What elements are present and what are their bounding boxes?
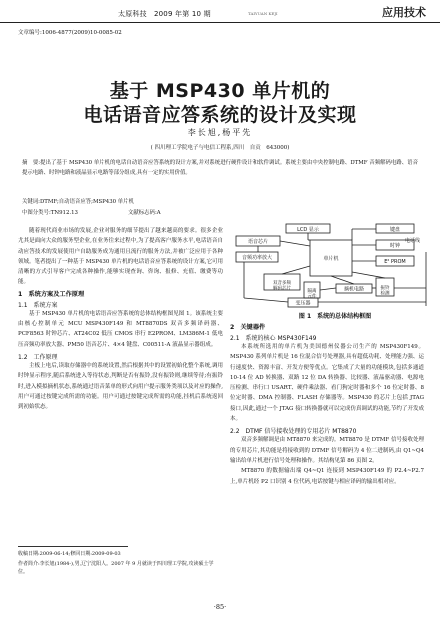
- journal-header: 太原科技 2009 年第 10 期: [118, 10, 211, 18]
- paper-title-line1: 基于 MSP430 单片机的: [109, 80, 331, 102]
- phone-line-label: 电话线: [404, 238, 420, 244]
- amp-label: 音频功率放大: [241, 255, 273, 261]
- section-2-2-text-cont: MT8870 的数据输出端 Q4~Q1 连接到 MSP430F149 的 P2.4~P2.7 上,单片机经 P2 口识别 4 位代码,电话按键与相应译码的输出相对应。: [230, 468, 424, 485]
- figure-caption: 图 1 系统的总体结构框图: [298, 313, 372, 320]
- mcu-label: 单片机: [323, 256, 339, 262]
- section-1-heading: 1 系统方案及工作原理: [18, 290, 85, 298]
- keyboard-label: 键盘: [389, 227, 401, 233]
- section-1-1-heading: 1.1 系统方案: [18, 301, 58, 309]
- footnote-divider: [18, 546, 128, 547]
- section-2-1-heading: 2.1 系统的核心 MSP430F149: [230, 335, 317, 342]
- abstract: 摘 要:提出了基于 MSP430 单片机的电话自动语音应答系统的设计方案,并对系统进行硬件设计和软件调试。系统主要由中央控制电路、DTMF 音频解码电路、语音提示电路、时钟电路和液晶显示电路等部分组成,具有一定的实用价值。: [22, 160, 418, 176]
- page-number: ·85·: [213, 603, 227, 611]
- clock-label: 时钟: [389, 243, 401, 249]
- author-bio: 作者简介:李长旭(1984-),男,辽宁沈阳人。2007 年 9 月就读于四川理工学院,攻读硕士学位。: [18, 561, 214, 575]
- document-code: 文献标志码:A: [128, 210, 161, 216]
- lcd-label: LCD 显示: [297, 227, 319, 233]
- hook-label: 摘机电路: [343, 286, 365, 293]
- section-2-1-text: 本系统所选用的单片机为美国德州仪器公司生产的 MSP430F149。MSP430 系列单片机是 16 位混合信号处理器,具有超低功耗、处理能力强、运行速度快、资源丰富、开发方便等优点。它集成了大量的功能模块,包括多通道 10-14 位 AD 转换器、双路 12 位 DA 转换器、比较器、液晶驱动器、电源电压检测、串行口 USART、硬件乘法器、看门狗定时器和多个 16 位定时器、8 位定时器、DMA 控制器、FLASH 存储器等。MSP430 的芯片上包括 JTAG 接口,因此,通过一个 JTAG 接口转换器就可以完成仿真调试的功能,节约了开发成本。: [230, 344, 424, 423]
- authors: 李长旭,杨平先: [187, 128, 253, 137]
- paper-title-line2: 电话语音应答系统的设计及实现: [83, 104, 357, 126]
- transformer-label: 变压器: [295, 300, 311, 307]
- right-column: [230, 322, 424, 487]
- classification-number: 中图分类号:TN912.13: [22, 210, 78, 216]
- article-number: 文章编号:1006-4877(2009)10-0085-02: [18, 30, 122, 36]
- received-date: 收稿日期:2009-06-14;修回日期:2009-09-03: [18, 551, 121, 557]
- column-label: 应用技术: [382, 6, 426, 19]
- section-2-2-heading: 2.2 DTMF 信号接收处理的专用芯片 MT8870: [230, 428, 357, 436]
- section-1-1-text: 基于 MSP430 单片机的电话语音应答系统的总体结构框图见图 1。该系统主要由核心控制单元 MCU MSP430F149 和 MT8870DS 双音多频译码器、PCF8563 时钟芯片、AT24C02 低压 CMOS 串行 E2PROM、LM386M-1 低电压音频功率放大器、PM50 语音芯片、4×4 键盘、C00511-A 液晶显示器组成。: [18, 310, 223, 348]
- intro-paragraph: 随着现代商业市场的发展,企业对服务的细节提出了越来越高的要求。很多企业尤其是面向大众的服务型企业,在业务往来过程中,为了提高客户服务水平,电话语音自动应答技术的发展使用户自助服务成为通用且流行的服务方法,并被广泛应用于各种领域。笔者提出了一种基于 MSP430 单片机的电话语音应答系统的设计方案,它可用清晰的方式引导客户完成各种操作,能够实现查询、咨询、报修、充值、缴费等功能。: [18, 228, 223, 286]
- affiliation: ( 四川理工学院电子与电信工程系,四川 自贡 643000): [150, 145, 290, 151]
- ring-label: 振铃检测: [380, 286, 390, 297]
- section-2-heading: 2 关键器件: [230, 324, 266, 331]
- decoder-label: 双音多频解码芯片: [273, 281, 291, 292]
- left-column: [18, 226, 223, 412]
- keywords: 关键词:DTMF;自动语音应答;MSP430 单片机: [22, 199, 134, 205]
- e2prom-label: E² PROM: [384, 259, 406, 265]
- header-divider: [0, 22, 440, 23]
- voice-chip-label: 语音芯片: [247, 239, 269, 245]
- journal-header-english: TAIYUAN KEJI: [248, 11, 278, 16]
- section-2-2-text: 双音多频解调是由 MT8870 来完成的。MT8870 是 DTMF 信号接收处理的专用芯片,其功能是将接收到的 DTMF 信号解码为 4 位二进制码,由 Q1~Q4 输出给单片机进行信号处理和操作。其结构见第 86 页图 2。: [230, 437, 424, 464]
- system-block-diagram: [234, 222, 430, 310]
- section-1-2-text: 主板上电后,读取存储器中的系统设置,然后根据其中的设置初始化整个系统,调用时钟显示程序,随后系统进入等待状态,判断是否有振铃,没有振铃则,继续等待;有振铃时,进入模拟摘机状态,系统通过语音菜单的形式向用户提示服务类项以及对应的操作,用户可通过按键完成所需的功能。用户可通过按键完成所需的功能,挂机后系统返回到初始状态。: [18, 362, 223, 411]
- isolation-label: 隔离元件: [307, 289, 317, 300]
- section-1-2-heading: 1.2 工作原理: [18, 353, 58, 361]
